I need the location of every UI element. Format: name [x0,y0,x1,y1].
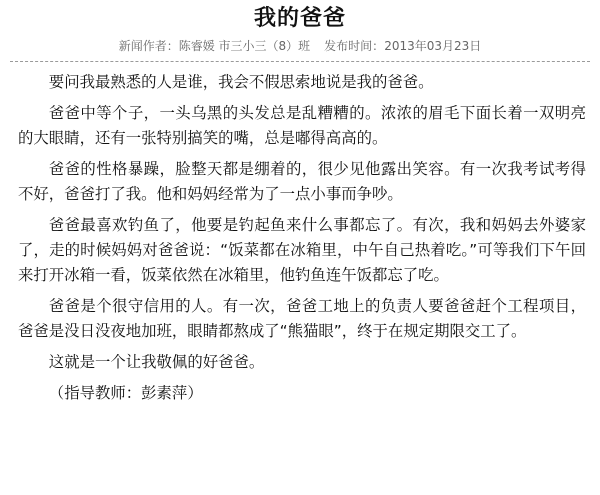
paragraph: 爸爸中等个子，一头乌黑的头发总是乱糟糟的。浓浓的眉毛下面长着一双明亮的大眼睛，还有一张特别搞笑的嘴，总是嘟得高高的。 [18,104,586,147]
paragraph: 爸爸是个很守信用的人。有一次，爸爸工地上的负责人要爸爸赶个工程项目，爸爸是没日没夜地加班，眼睛都熬成了“熊猫眼”，终于在规定期限交工了。 [18,297,586,340]
header-divider [10,61,590,62]
article-body [18,70,586,406]
publish-time-label: 发布时间： [324,39,385,53]
article-title: 我的爸爸 [253,6,346,31]
article-meta [0,38,600,54]
paragraph: 爸爸的性格暴躁，脸整天都是绷着的，很少见他露出笑容。有一次我考试考得不好，爸爸打了我。他和妈妈经常为了一点小事而争吵。 [18,160,586,203]
paragraph: 这就是一个让我敬佩的好爸爸。 [48,353,265,371]
paragraph: 爸爸最喜欢钓鱼了，他要是钓起鱼来什么事都忘了。有次，我和妈妈去外婆家了，走的时候妈妈对爸爸说：“饭菜都在冰箱里，中午自己热着吃。”可等我们下午回来打开冰箱一看，饭菜依然在冰箱里，他钓鱼连午饭都忘了吃。 [18,216,586,284]
teacher-credit: （指导教师：彭素萍） [48,384,203,402]
publish-time: 2013年03月23日 [384,39,482,53]
author-name: 陈睿媛 市三小三（8）班 [178,39,311,53]
author-label: 新闻作者： [118,39,179,53]
paragraph: 要问我最熟悉的人是谁，我会不假思索地说是我的爸爸。 [48,73,434,91]
